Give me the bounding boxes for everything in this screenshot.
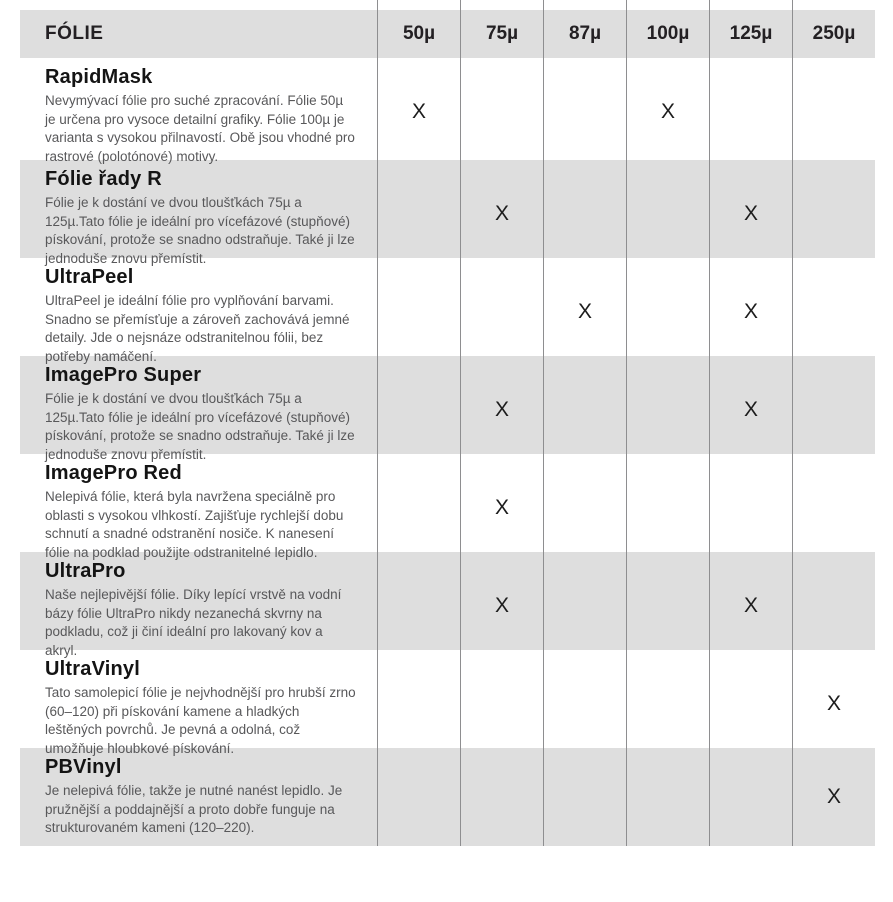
product-row-imagepro-red [20,454,875,560]
availability-mark-75: X [460,160,543,269]
product-title: ImagePro Super [45,364,202,386]
product-description: Tato samolepicí fólie je nejvhodnější pro hrubší zrno (60–120) při pískování kamene a hladkých leštěných povrchů. Je pevná a odolná, což umožňuje hloubkové pískování. [45,685,356,756]
empty-cell-75 [460,58,543,167]
empty-cell-250 [792,454,875,563]
availability-mark-50: X [377,58,460,167]
product-title: ImagePro Red [45,462,182,484]
product-title: PBVinyl [45,756,122,778]
empty-cell-250 [792,552,875,661]
empty-cell-50 [377,650,460,759]
empty-cell-87 [543,748,626,846]
spacer-cell [20,0,377,10]
empty-cell-100 [626,160,709,269]
table-top-spacer [20,0,875,10]
empty-cell-100 [626,454,709,563]
product-title: UltraPro [45,560,126,582]
product-info-cell [20,258,377,367]
product-title: Fólie řady R [45,168,162,190]
product-description: Naše nejlepivější fólie. Díky lepící vrstvě na vodní bázy fólie UltraPro nikdy nezanechá skvrny na podkladu, což ji činí ideální pro lakovaný kov a akryl. [45,587,342,658]
column-header-50: 50µ [377,10,460,58]
empty-cell-50 [377,454,460,563]
empty-cell-87 [543,356,626,465]
column-header-75: 75µ [460,10,543,58]
empty-cell-100 [626,258,709,367]
product-row-pbvinyl [20,748,875,846]
empty-cell-100 [626,650,709,759]
empty-cell-50 [377,748,460,846]
spacer-cell [460,0,543,10]
empty-cell-125 [709,748,792,846]
product-info-cell [20,454,377,563]
empty-cell-100 [626,552,709,661]
availability-mark-75: X [460,552,543,661]
empty-cell-250 [792,160,875,269]
spacer-cell [792,0,875,10]
availability-mark-75: X [460,356,543,465]
product-row-ultrapeel [20,258,875,364]
product-description: UltraPeel je ideální fólie pro vyplňování barvami. Snadno se přemísťuje a zároveň zachovává jemné detaily. Jde o nejsnáze odstranitelnou fólii, bez potřeby namáčení. [45,293,350,364]
empty-cell-87 [543,160,626,269]
product-row-folie-rady-r [20,160,875,266]
product-description: Je nelepivá fólie, takže je nutné nanést lepidlo. Je pružnější a poddajnější a proto dobře funguje na strukturovaném kameni (120–220). [45,783,343,836]
empty-cell-50 [377,258,460,367]
empty-cell-75 [460,258,543,367]
product-info-cell [20,552,377,661]
empty-cell-87 [543,454,626,563]
product-description: Nevymývací fólie pro suché zpracování. Fólie 50µ je určena pro vysoce detailní grafiky. Fólie 100µ je varianta s vysokou přilnavostí. Obě jsou vhodné pro rastrové (polotónové) motivy. [45,93,355,164]
column-header-125: 125µ [709,10,792,58]
availability-mark-250: X [792,748,875,846]
availability-mark-125: X [709,258,792,367]
spacer-cell [543,0,626,10]
empty-cell-250 [792,258,875,367]
spacer-cell [626,0,709,10]
product-info-cell [20,160,377,269]
empty-cell-87 [543,650,626,759]
availability-mark-125: X [709,356,792,465]
availability-mark-100: X [626,58,709,167]
product-title: RapidMask [45,66,153,88]
empty-cell-75 [460,650,543,759]
empty-cell-125 [709,650,792,759]
empty-cell-125 [709,454,792,563]
availability-mark-125: X [709,160,792,269]
spacer-cell [709,0,792,10]
column-header-87: 87µ [543,10,626,58]
empty-cell-87 [543,552,626,661]
empty-cell-250 [792,58,875,167]
product-title: UltraPeel [45,266,134,288]
availability-mark-250: X [792,650,875,759]
product-title: UltraVinyl [45,658,140,680]
empty-cell-50 [377,552,460,661]
empty-cell-87 [543,58,626,167]
product-info-cell [20,58,377,167]
empty-cell-250 [792,356,875,465]
availability-mark-87: X [543,258,626,367]
product-row-rapidmask [20,58,875,164]
product-row-imagepro-super [20,356,875,462]
table-header-row [20,10,875,58]
product-description: Fólie je k dostání ve dvou tloušťkách 75µ a 125µ.Tato fólie je ideální pro vícefázové (stupňové) pískování, protože se snadno odstraňuje. Také ji lze jednoduše znovu přemístit. [45,391,355,462]
product-info-cell [20,356,377,465]
folie-comparison-table [20,0,875,846]
empty-cell-125 [709,58,792,167]
product-info-cell [20,650,377,759]
column-header-250: 250µ [792,10,875,58]
spacer-cell [377,0,460,10]
product-row-ultravinyl [20,650,875,756]
empty-cell-50 [377,356,460,465]
product-info-cell [20,748,377,846]
empty-cell-50 [377,160,460,269]
availability-mark-125: X [709,552,792,661]
empty-cell-75 [460,748,543,846]
column-header-100: 100µ [626,10,709,58]
availability-mark-75: X [460,454,543,563]
empty-cell-100 [626,356,709,465]
column-header-folie: FÓLIE [45,23,104,44]
product-description: Fólie je k dostání ve dvou tloušťkách 75µ a 125µ.Tato fólie je ideální pro vícefázové (stupňové) pískování, protože se snadno odstraňuje. Také ji lze jednoduše znovu přemístit. [45,195,355,266]
product-row-ultrapro [20,552,875,658]
empty-cell-100 [626,748,709,846]
product-description: Nelepivá fólie, která byla navržena speciálně pro oblasti s vysokou vlhkostí. Zajišťuje rychlejší dobu schnutí a snadné odstranění nosiče. K nanesení fólie na podklad použijte odstranitelné lepidlo. [45,489,344,560]
